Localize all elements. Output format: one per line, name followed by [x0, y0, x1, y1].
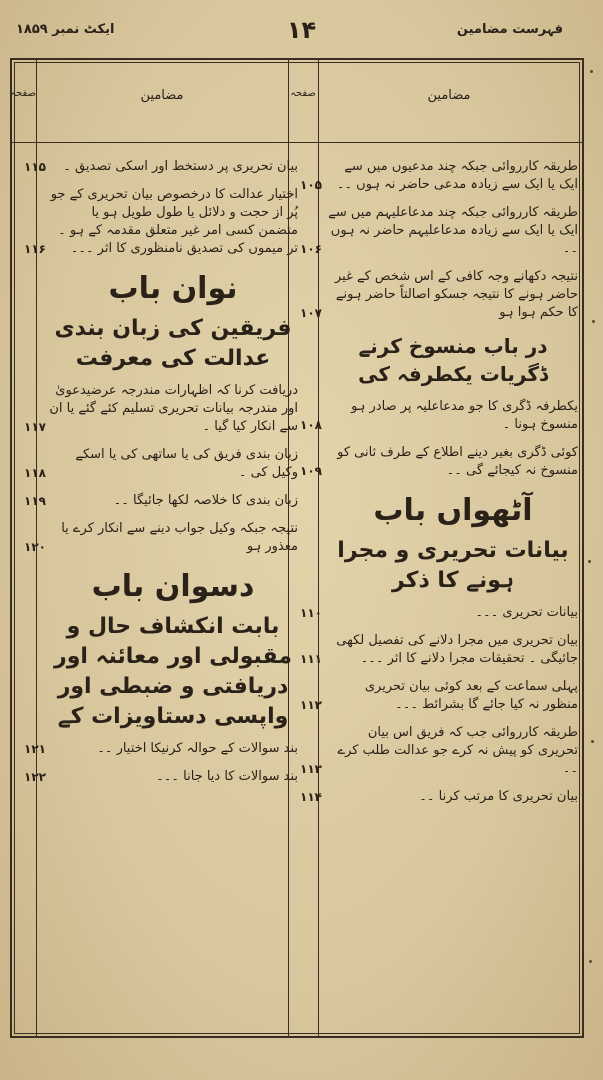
entry-page: ۱۱۳ [300, 762, 322, 776]
list-item: بیان تحریری میں مجرا دلانے کی تفصیل لکھی جائیگی ۔ تحقیقات مجرا دلانے کا اثر ۔۔۔ ۱۱۱ [300, 633, 578, 666]
list-item: دریافت کرنا کہ اظہارات مندرجہ عرضیدعویٰ اور مندرجہ بیانات تحریری تسلیم کئے گئے یا ان سے انکار کیا گیا ۔ ۱۱۷ [24, 383, 298, 434]
section-heading: در باب منسوخ کرنے ڈگریات یکطرفہ کی [358, 334, 548, 386]
column-rule [318, 60, 319, 1036]
list-item: نتیجہ جبکہ وکیل جواب دینے سے انکار کرے یا معذور ہو ۱۲۰ [24, 521, 298, 554]
list-item: زبان بندی کا خلاصہ لکھا جائیگا ۔۔ ۱۱۹ [24, 493, 298, 508]
entry-page: ۱۱۱ [300, 652, 322, 666]
paper-speck [591, 740, 594, 743]
list-item: زبان بندی فریق کی یا ساتھی کی یا اسکے وکیل کی ۔ ۱۱۸ [24, 447, 298, 480]
entry-page: ۱۲۱ [24, 742, 46, 756]
chapter-subtitle: بیانات تحریری و مجرا ہونے کا ذکر [337, 538, 569, 593]
list-item: طریقہ کارروائی جبکہ چند مدعیوں میں سے ایک یا ایک سے زیادہ مدعی حاضر نہ ہوں ۔۔ ۱۰۵ [300, 159, 578, 192]
entry-page: ۱۱۴ [300, 790, 322, 804]
entry-page: ۱۲۰ [24, 540, 46, 554]
chapter-title: دسوان باب [91, 569, 255, 604]
list-item: بیانات تحریری ۔۔۔ ۱۱۰ [300, 605, 578, 620]
entry-page: ۱۱۵ [24, 160, 46, 174]
left-column-heading: مضامین [140, 88, 184, 103]
list-item: پہلی سماعت کے بعد کوئی بیان تحریری منظور نہ کیا جائے گا بشرائط ۔۔۔ ۱۱۲ [300, 679, 578, 712]
entry-page: ۱۱۲ [300, 698, 322, 712]
entry-page: ۱۱۶ [24, 242, 46, 256]
paper-speck [589, 960, 592, 963]
entry-page: ۱۰۷ [300, 306, 322, 320]
list-item: بند سوالات کے حوالہ کرنیکا اختیار ۔۔ ۱۲۱ [24, 741, 298, 756]
paper-speck [592, 320, 595, 323]
chapter-subtitle: فریقین کی زبان بندی عدالت کی معرفت [54, 316, 292, 371]
left-page-heading: صفحہ [10, 88, 36, 99]
page-number: ۱۴ [286, 16, 317, 44]
right-column-heading: مضامین [427, 88, 471, 103]
entry-page: ۱۱۰ [300, 606, 322, 620]
contents-table [10, 58, 584, 1038]
list-item: اختیار عدالت کا درخصوص بیان تحریری کے جو پُر از حجت و دلائل یا طول طویل ہو یا متضمن کسی امر غیر متعلق مقدمہ کے ہو ۔ تر میموں کی تصدیق نامنظوری کا اثر ۔۔۔ ۱۱۶ [24, 187, 298, 256]
header-rule [12, 142, 582, 143]
left-column [24, 158, 298, 796]
list-item: بند سوالات کا دیا جانا ۔۔۔ ۱۲۲ [24, 769, 298, 784]
entry-page: ۱۱۸ [24, 466, 46, 480]
list-item: طریقہ کارروائی جبکہ چند مدعاعلیہم میں سے ایک یا ایک سے زیادہ مدعاعلیہم حاضر نہ ہوں ۔۔ ۱۰۶ [300, 205, 578, 256]
entry-page: ۱۱۷ [24, 420, 46, 434]
entry-page: ۱۰۵ [300, 178, 322, 192]
list-item: نتیجہ دکھانے وجہ کافی کے اس شخص کے غیر حاضر ہونے کا نتیجہ جسکو اصالتاً حاضر ہونے کا حکم ہوا ہو ۱۰۷ [300, 269, 578, 320]
list-item: کوئی ڈگری بغیر دینے اطلاع کے طرف ثانی کو منسوخ نہ کیجائے گی ۔۔ ۱۰۹ [300, 445, 578, 478]
right-page-heading: صفحہ [290, 88, 316, 99]
entry-page: ۱۰۹ [300, 464, 322, 478]
chapter-title: آٹھواں باب [373, 493, 533, 528]
chapter-subtitle: بابت انکشاف حال و مقبولی اور معائنہ اور دریافتی و ضبطی اور واپسی دستاویزات کے [54, 614, 292, 729]
running-header-act: ایکٹ نمبر ۱۸۵۹ [16, 22, 115, 37]
list-item: یکطرفہ ڈگری کا جو مدعاعلیہ پر صادر ہو منسوخ ہونا ۔ ۱۰۸ [300, 399, 578, 432]
entry-page: ۱۲۲ [24, 770, 46, 784]
right-column [300, 158, 578, 816]
list-item: بیان تحریری کا مرتب کرنا ۔۔ ۱۱۴ [300, 789, 578, 804]
entry-page: ۱۰۶ [300, 242, 322, 256]
running-header-title: فہرست مضامین [456, 22, 563, 37]
entry-page: ۱۰۸ [300, 418, 322, 432]
chapter-title: نوان باب [108, 271, 238, 306]
list-item: طریقہ کارروائی جب کہ فریق اس بیان تحریری کو پیش نہ کرے جو عدالت طلب کرے ۔۔ ۱۱۳ [300, 725, 578, 776]
paper-speck [590, 70, 593, 73]
entry-page: ۱۱۹ [24, 494, 46, 508]
list-item: بیان تحریری پر دستخط اور اسکی تصدیق ۔ ۱۱۵ [24, 159, 298, 174]
paper-speck [588, 560, 591, 563]
